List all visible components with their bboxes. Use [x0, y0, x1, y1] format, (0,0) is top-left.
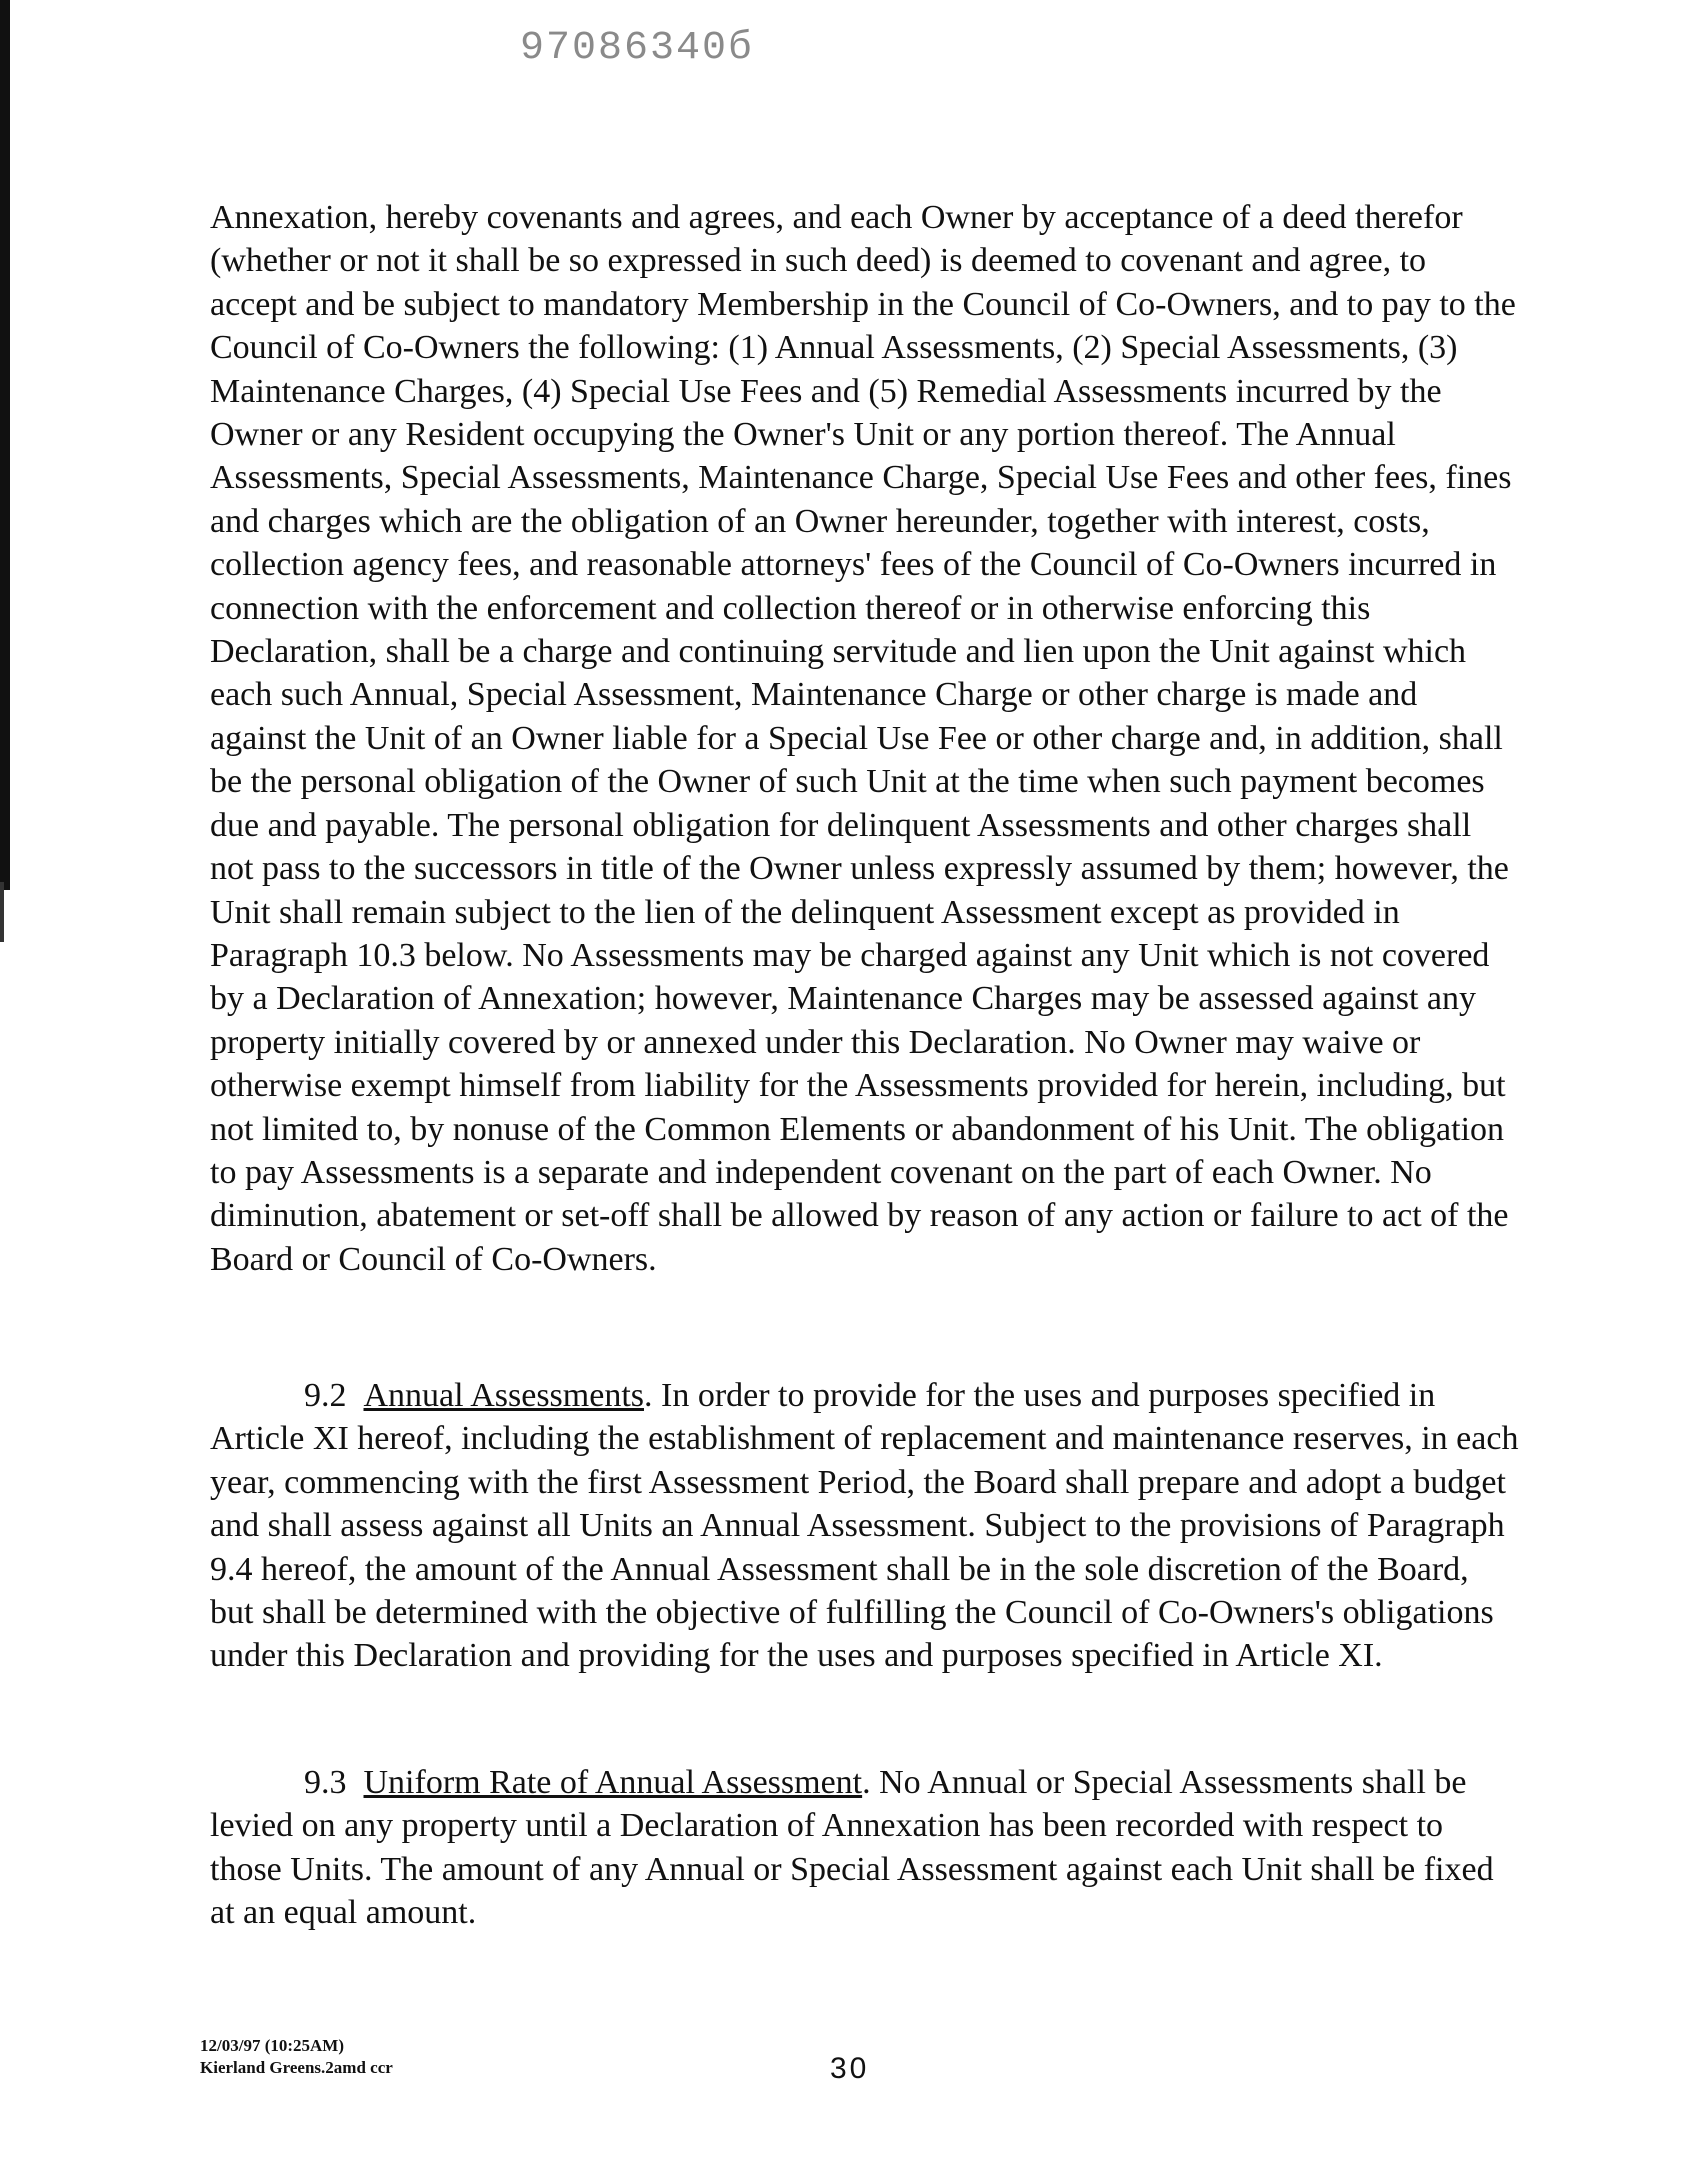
scan-edge-mark-lower	[0, 882, 4, 942]
section-heading: Uniform Rate of Annual Assessment	[363, 1764, 863, 1801]
footer-filename: Kierland Greens.2amd ccr	[200, 2058, 393, 2077]
document-stamp-number: 97086340б	[520, 26, 755, 71]
page-number: 30	[830, 2052, 870, 2085]
footer-file-info	[200, 2035, 393, 2079]
section-text: . In order to provide for the uses and purposes specified in Article XI hereof, including the establishment of replacement and maintenance reserves, in each year, commencing with the first Assessment Period, the Board shall prepare and adopt a budget and shall assess against all Units an Annual Assessment. Subject to the provisions of Paragraph 9.4 hereof, the amount of the Annual Assessment shall be in the sole discretion of the Board, but shall be determined with the objective of fulfilling the Council of Co-Owners's obligations under this Declaration and providing for the uses and purposes specified in Article XI.	[210, 1377, 1519, 1675]
scan-edge-mark	[0, 0, 10, 890]
section-number: 9.3	[304, 1764, 347, 1801]
section-9-2	[210, 1374, 1520, 1678]
section-text: . No Annual or Special Assessments shall be levied on any property until a Declaration of Annexation has been recorded with respect to those Units. The amount of any Annual or Special Assessment against each Unit shall be fixed at an equal amount.	[210, 1764, 1494, 1932]
footer-date-time: 12/03/97 (10:25AM)	[200, 2036, 345, 2055]
section-heading: Annual Assessments	[363, 1377, 644, 1414]
section-9-3	[210, 1761, 1520, 1935]
paragraph-continuation: Annexation, hereby covenants and agrees, and each Owner by acceptance of a deed therefor (whether or not it shall be so expressed in such deed) is deemed to covenant and agree, to accept and be subject to mandatory Membership in the Council of Co-Owners, and to pay to the Council of Co-Owners the following: (1) Annual Assessments, (2) Special Assessments, (3) Maintenance Charges, (4) Special Use Fees and (5) Remedial Assessments incurred by the Owner or any Resident occupying the Owner's Unit or any portion thereof. The Annual Assessments, Special Assessments, Maintenance Charge, Special Use Fees and other fees, fines and charges which are the obligation of an Owner hereunder, together with interest, costs, collection agency fees, and reasonable attorneys' fees of the Council of Co-Owners incurred in connection with the enforcement and collection thereof or in otherwise enforcing this Declaration, shall be a charge and continuing servitude and lien upon the Unit against which each such Annual, Special Assessment, Maintenance Charge or other charge is made and against the Unit of an Owner liable for a Special Use Fee or other charge and, in addition, shall be the personal obligation of the Owner of such Unit at the time when such payment becomes due and payable. The personal obligation for delinquent Assessments and other charges shall not pass to the successors in title of the Owner unless expressly assumed by them; however, the Unit shall remain subject to the lien of the delinquent Assessment except as provided in Paragraph 10.3 below. No Assessments may be charged against any Unit which is not covered by a Declaration of Annexation; however, Maintenance Charges may be assessed against any property initially covered by or annexed under this Declaration. No Owner may waive or otherwise exempt himself from liability for the Assessments provided for herein, including, but not limited to, by nonuse of the Common Elements or abandonment of his Unit. The obligation to pay Assessments is a separate and independent covenant on the part of each Owner. No diminution, abatement or set-off shall be allowed by reason of any action or failure to act of the Board or Council of Co-Owners.	[210, 199, 1516, 1278]
section-number: 9.2	[304, 1377, 347, 1414]
